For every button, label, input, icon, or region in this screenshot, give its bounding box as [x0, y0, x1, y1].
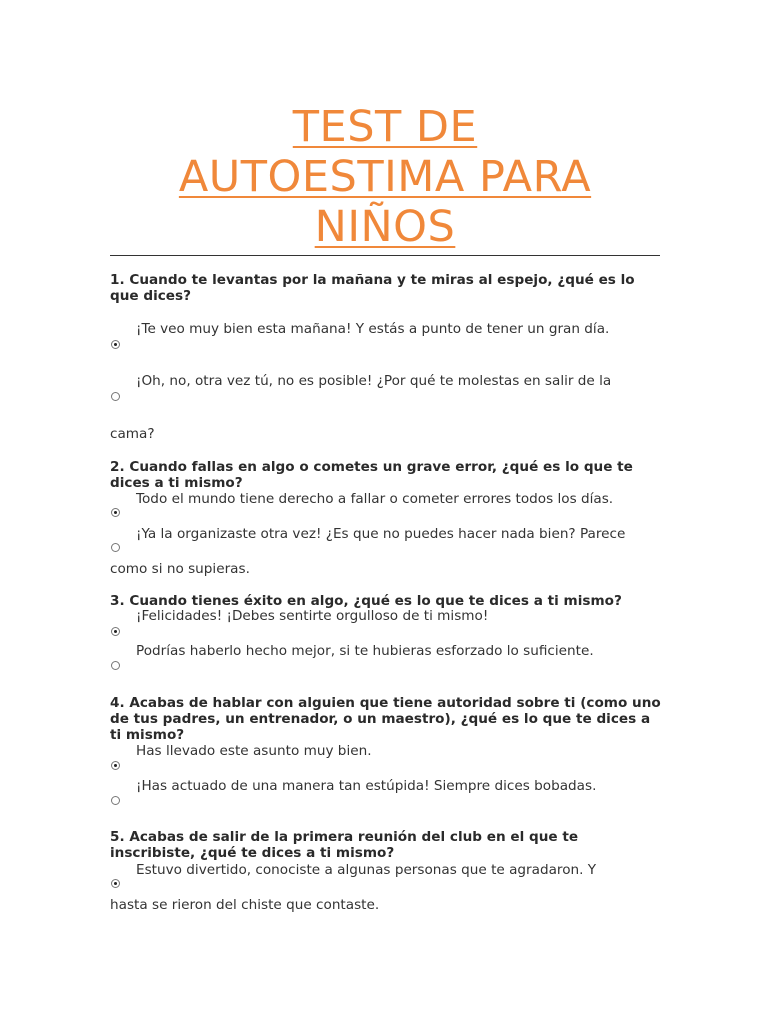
title-line-2: AUTOESTIMA PARA — [178, 152, 592, 202]
question-3-option-1-radio[interactable] — [111, 627, 120, 636]
question-2-option-2-radio[interactable] — [111, 543, 120, 552]
question-5: 5. Acabas de salir de la primera reunión del club en el que te inscribiste, ¿qué te dices a ti mismo? — [110, 829, 579, 861]
question-3-option-2-radio[interactable] — [111, 661, 120, 670]
title-line-1: TEST DE — [292, 102, 478, 152]
question-2-option-1-radio[interactable] — [111, 508, 120, 517]
question-1-option-1-radio[interactable] — [111, 340, 120, 349]
question-2-option-1-label: Todo el mundo tiene derecho a fallar o cometer errores todos los días. — [136, 491, 614, 507]
question-3-option-2-label: Podrías haberlo hecho mejor, si te hubieras esforzado lo suficiente. — [136, 643, 594, 659]
page-title — [110, 102, 660, 252]
question-2: 2. Cuando fallas en algo o cometes un grave error, ¿qué es lo que te dices a ti mismo? — [110, 459, 633, 491]
title-divider — [110, 255, 660, 256]
question-4-option-2-radio[interactable] — [111, 796, 120, 805]
question-4-option-1-label: Has llevado este asunto muy bien. — [136, 743, 372, 759]
question-4-option-1-radio[interactable] — [111, 761, 120, 770]
question-1-option-2-radio[interactable] — [111, 392, 120, 401]
question-5-option-1-continuation: hasta se rieron del chiste que contaste. — [110, 897, 380, 913]
question-2-option-2-continuation: como si no supieras. — [110, 561, 250, 577]
question-5-option-1-radio[interactable] — [111, 879, 120, 888]
question-5-option-1-label: Estuvo divertido, conociste a algunas personas que te agradaron. Y — [136, 862, 597, 878]
question-1-option-2-label: ¡Oh, no, otra vez tú, no es posible! ¿Por qué te molestas en salir de la — [136, 373, 612, 389]
title-line-3: NIÑOS — [314, 202, 456, 252]
question-1-option-1-label: ¡Te veo muy bien esta mañana! Y estás a punto de tener un gran día. — [136, 321, 610, 337]
question-4: 4. Acabas de hablar con alguien que tiene autoridad sobre ti (como uno de tus padres, un entrenador, o un maestro), ¿qué es lo que te dices a ti mismo? — [110, 695, 661, 743]
question-3: 3. Cuando tienes éxito en algo, ¿qué es lo que te dices a ti mismo? — [110, 593, 622, 609]
question-1: 1. Cuando te levantas por la mañana y te miras al espejo, ¿qué es lo que dices? — [110, 272, 635, 304]
question-1-option-2-continuation: cama? — [110, 426, 155, 442]
question-2-option-2-label: ¡Ya la organizaste otra vez! ¿Es que no puedes hacer nada bien? Parece — [136, 526, 626, 542]
question-4-option-2-label: ¡Has actuado de una manera tan estúpida! Siempre dices bobadas. — [136, 778, 597, 794]
question-3-option-1-label: ¡Felicidades! ¡Debes sentirte orgulloso de ti mismo! — [136, 608, 489, 624]
